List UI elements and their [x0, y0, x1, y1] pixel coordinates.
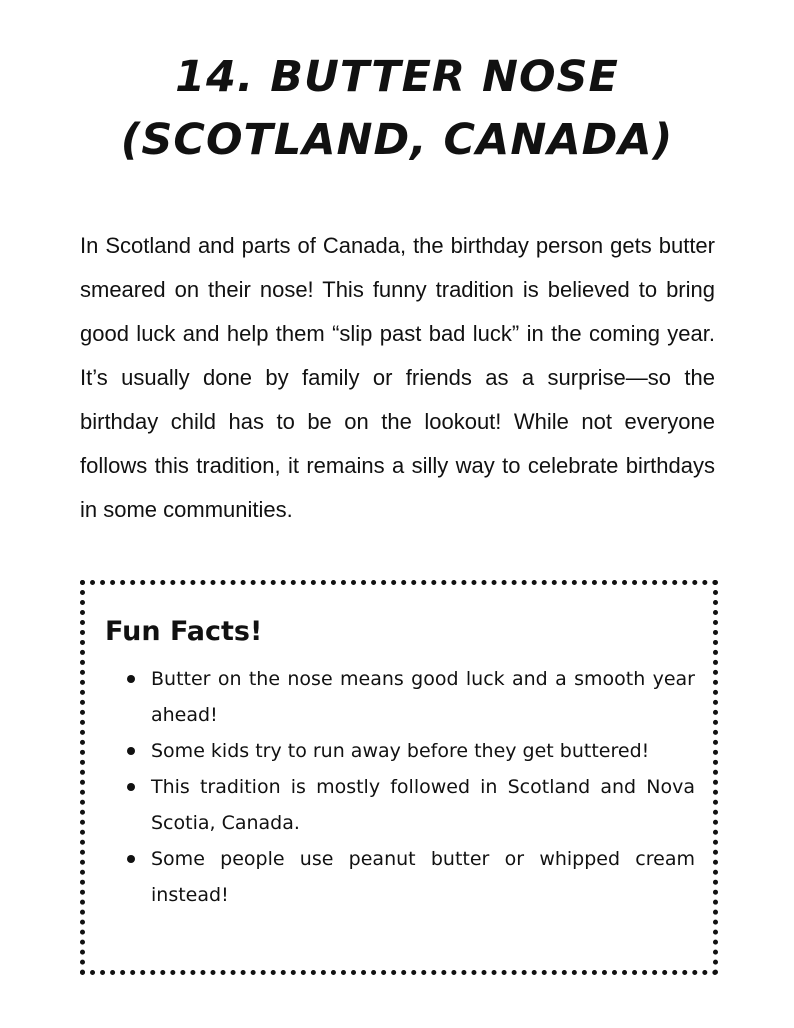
bullet-icon — [127, 855, 135, 863]
title-line-1: 14. BUTTER NOSE — [175, 52, 619, 102]
fun-fact-item — [125, 661, 695, 733]
fun-fact-text: This tradition is mostly followed in Scotland and Nova Scotia, Canada. — [151, 776, 695, 834]
fun-facts-heading: Fun Facts! — [105, 616, 263, 647]
fun-facts-list — [125, 661, 695, 913]
bullet-icon — [127, 675, 135, 683]
fun-facts-box — [80, 580, 718, 975]
fun-fact-text: Butter on the nose means good luck and a smooth year ahead! — [151, 668, 695, 726]
fun-fact-text: Some people use peanut butter or whipped cream instead! — [151, 848, 695, 906]
fun-fact-text: Some kids try to run away before they get buttered! — [151, 740, 650, 762]
page-title — [40, 46, 754, 172]
bullet-icon — [127, 747, 135, 755]
bullet-icon — [127, 783, 135, 791]
title-line-2: (SCOTLAND, CANADA) — [120, 115, 674, 165]
body-paragraph: In Scotland and parts of Canada, the birthday person gets butter smeared on their nose! This funny tradition is believed to bring good luck and help them “slip past bad luck” in the coming year. It’s usually done by family or friends as a surprise—so the birthday child has to be on the lookout! While not everyone follows this tradition, it remains a silly way to celebrate birthdays in some communities. — [80, 233, 715, 522]
fun-fact-item — [125, 841, 695, 913]
fun-fact-item — [125, 769, 695, 841]
fun-fact-item — [125, 733, 695, 769]
